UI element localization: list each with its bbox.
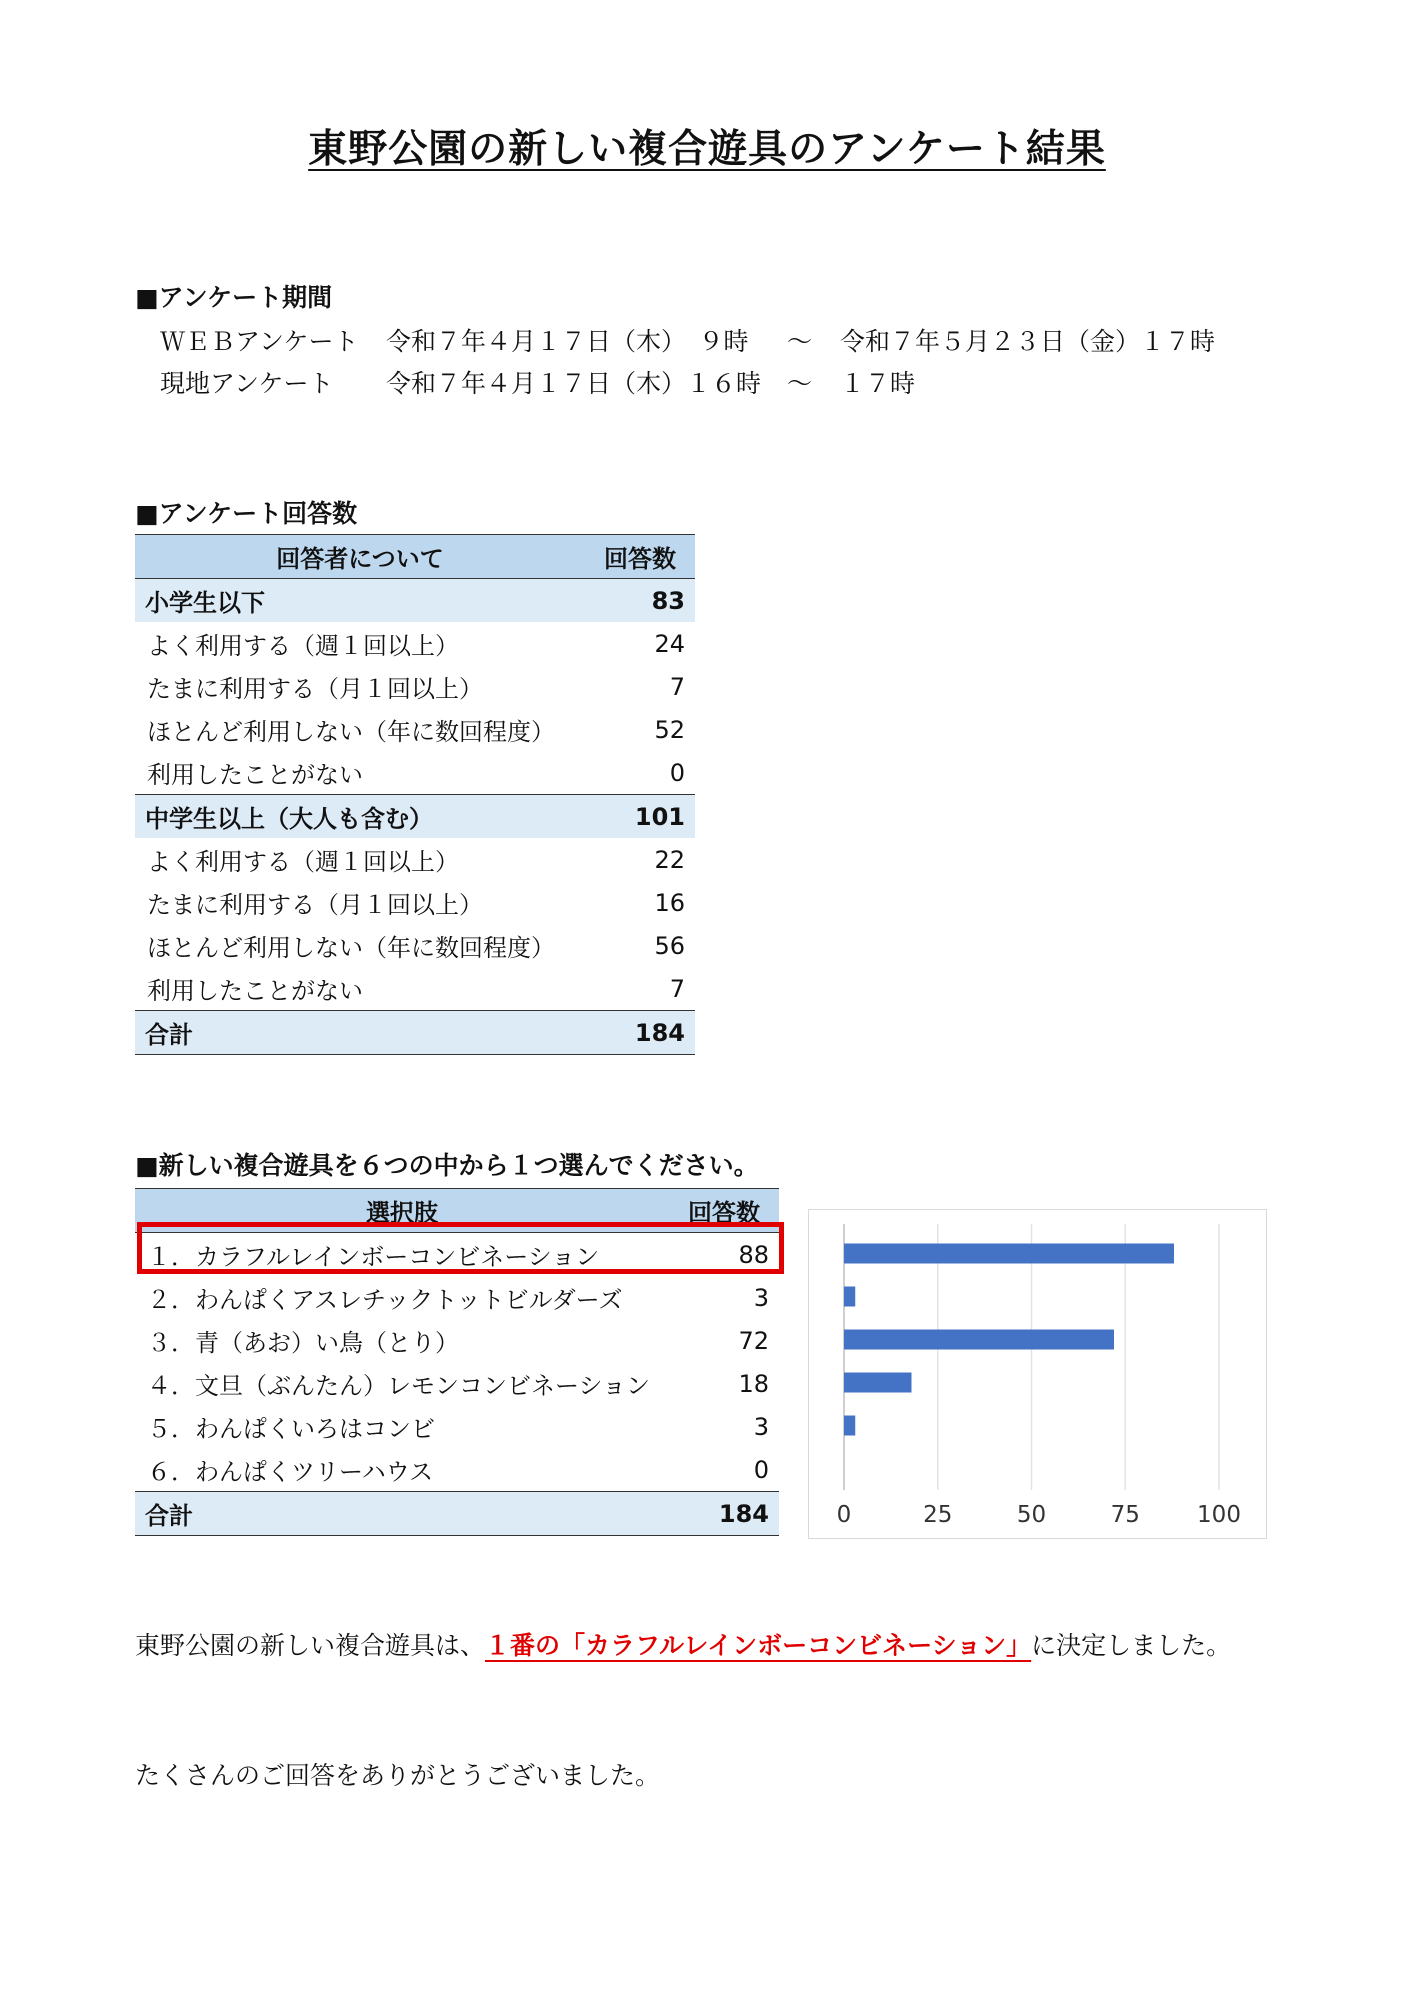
decision-after: に決定しました。 [1031, 1631, 1232, 1660]
group-count: 83 [585, 579, 695, 623]
row-count: 0 [669, 758, 685, 787]
vote-bar-chart [809, 1210, 1266, 1538]
total-label: 合計 [135, 1011, 585, 1055]
row-count: 16 [654, 888, 685, 917]
period-end: １７時 [840, 369, 916, 398]
decision-before: 東野公園の新しい複合遊具は、 [135, 1631, 486, 1660]
table-row [135, 622, 695, 665]
table-row [135, 665, 695, 708]
table-row [135, 924, 695, 967]
row-label: 利用したことがない [147, 977, 363, 1005]
x-tick-label: 100 [1197, 1502, 1241, 1528]
row-count: 7 [669, 672, 685, 701]
page-title: 東野公園の新しい複合遊具のアンケート結果 [308, 127, 1106, 172]
row-label: ほとんど利用しない（年に数回程度） [147, 718, 555, 746]
total-count: 184 [669, 1492, 779, 1536]
row-label: たまに利用する（月１回以上） [147, 675, 483, 703]
option-label: ４．文旦（ぶんたん）レモンコンビネーション [147, 1372, 651, 1400]
option-count: 72 [738, 1326, 769, 1355]
responses-table [135, 534, 695, 1055]
table-header-row [135, 535, 695, 579]
vote-chart-frame [808, 1209, 1267, 1539]
option-count: 18 [738, 1369, 769, 1398]
period-sep: ～ [787, 369, 813, 398]
table-row [135, 708, 695, 751]
option-count: 3 [753, 1412, 769, 1441]
row-count: 7 [669, 974, 685, 1003]
x-tick-label: 0 [836, 1502, 852, 1528]
group-count: 101 [585, 795, 695, 839]
table-row [135, 1405, 779, 1448]
option-label: ５．わんぱくいろはコンビ [147, 1415, 435, 1443]
period-sep: ～ [787, 327, 813, 356]
group-label: 小学生以下 [135, 579, 585, 623]
table-row [135, 838, 695, 881]
period-end: 令和７年５月２３日（金）１７時 [840, 327, 1216, 356]
bar [844, 1373, 912, 1393]
col-header-option: 選択肢 [135, 1189, 669, 1233]
table-row [135, 751, 695, 795]
table-row [135, 1276, 779, 1319]
period-label: ＷＥＢアンケート [160, 327, 359, 356]
decision-highlight: １番の「カラフルレインボーコンビネーション」 [485, 1631, 1032, 1660]
row-count: 56 [654, 931, 685, 960]
row-count: 22 [654, 845, 685, 874]
row-label: ほとんど利用しない（年に数回程度） [147, 934, 555, 962]
total-count: 184 [585, 1011, 695, 1055]
option-count: 3 [753, 1283, 769, 1312]
group-row [135, 795, 695, 839]
x-tick-label: 75 [1110, 1502, 1140, 1528]
row-label: 利用したことがない [147, 761, 363, 789]
total-label: 合計 [135, 1492, 669, 1536]
table-row [135, 1448, 779, 1492]
period-start: 令和７年４月１７日（木）１６時 [386, 369, 762, 398]
period-label: 現地アンケート [160, 369, 334, 398]
vote-heading: ■新しい複合遊具を６つの中から１つ選んでください。 [135, 1151, 759, 1180]
row-label: よく利用する（週１回以上） [147, 632, 459, 660]
total-row [135, 1492, 779, 1536]
group-row [135, 579, 695, 623]
row-label: たまに利用する（月１回以上） [147, 891, 483, 919]
table-row [135, 967, 695, 1011]
period-heading: ■アンケート期間 [135, 283, 333, 312]
thanks-text: たくさんのご回答をありがとうございました。 [135, 1761, 661, 1790]
option-label: ２．わんぱくアスレチックトットビルダーズ [147, 1286, 623, 1314]
total-row [135, 1011, 695, 1055]
option-label: １．カラフルレインボーコンビネーション [147, 1243, 600, 1271]
bar [844, 1287, 855, 1307]
table-row [135, 1362, 779, 1405]
col-header-respondent: 回答者について [135, 535, 585, 579]
x-tick-label: 25 [923, 1502, 953, 1528]
option-count: 0 [753, 1455, 769, 1484]
bar [844, 1416, 855, 1436]
responses-heading: ■アンケート回答数 [135, 499, 358, 528]
col-header-count: 回答数 [585, 535, 695, 579]
option-label: ３．青（あお）い鳥（とり） [147, 1329, 459, 1357]
row-count: 52 [654, 715, 685, 744]
option-count: 88 [738, 1240, 769, 1269]
col-header-count: 回答数 [669, 1189, 779, 1233]
option-label: ６．わんぱくツリーハウス [147, 1458, 434, 1486]
table-row [135, 881, 695, 924]
period-start: 令和７年４月１７日（木） ９時 [386, 327, 749, 356]
winner-highlight-box [137, 1222, 784, 1274]
decision-text [135, 1626, 1231, 1662]
row-count: 24 [654, 629, 685, 658]
table-row [135, 1319, 779, 1362]
bar [844, 1244, 1174, 1264]
bar [844, 1330, 1114, 1350]
x-tick-label: 50 [1016, 1502, 1047, 1528]
row-label: よく利用する（週１回以上） [147, 848, 459, 876]
group-label: 中学生以上（大人も含む） [135, 795, 585, 839]
